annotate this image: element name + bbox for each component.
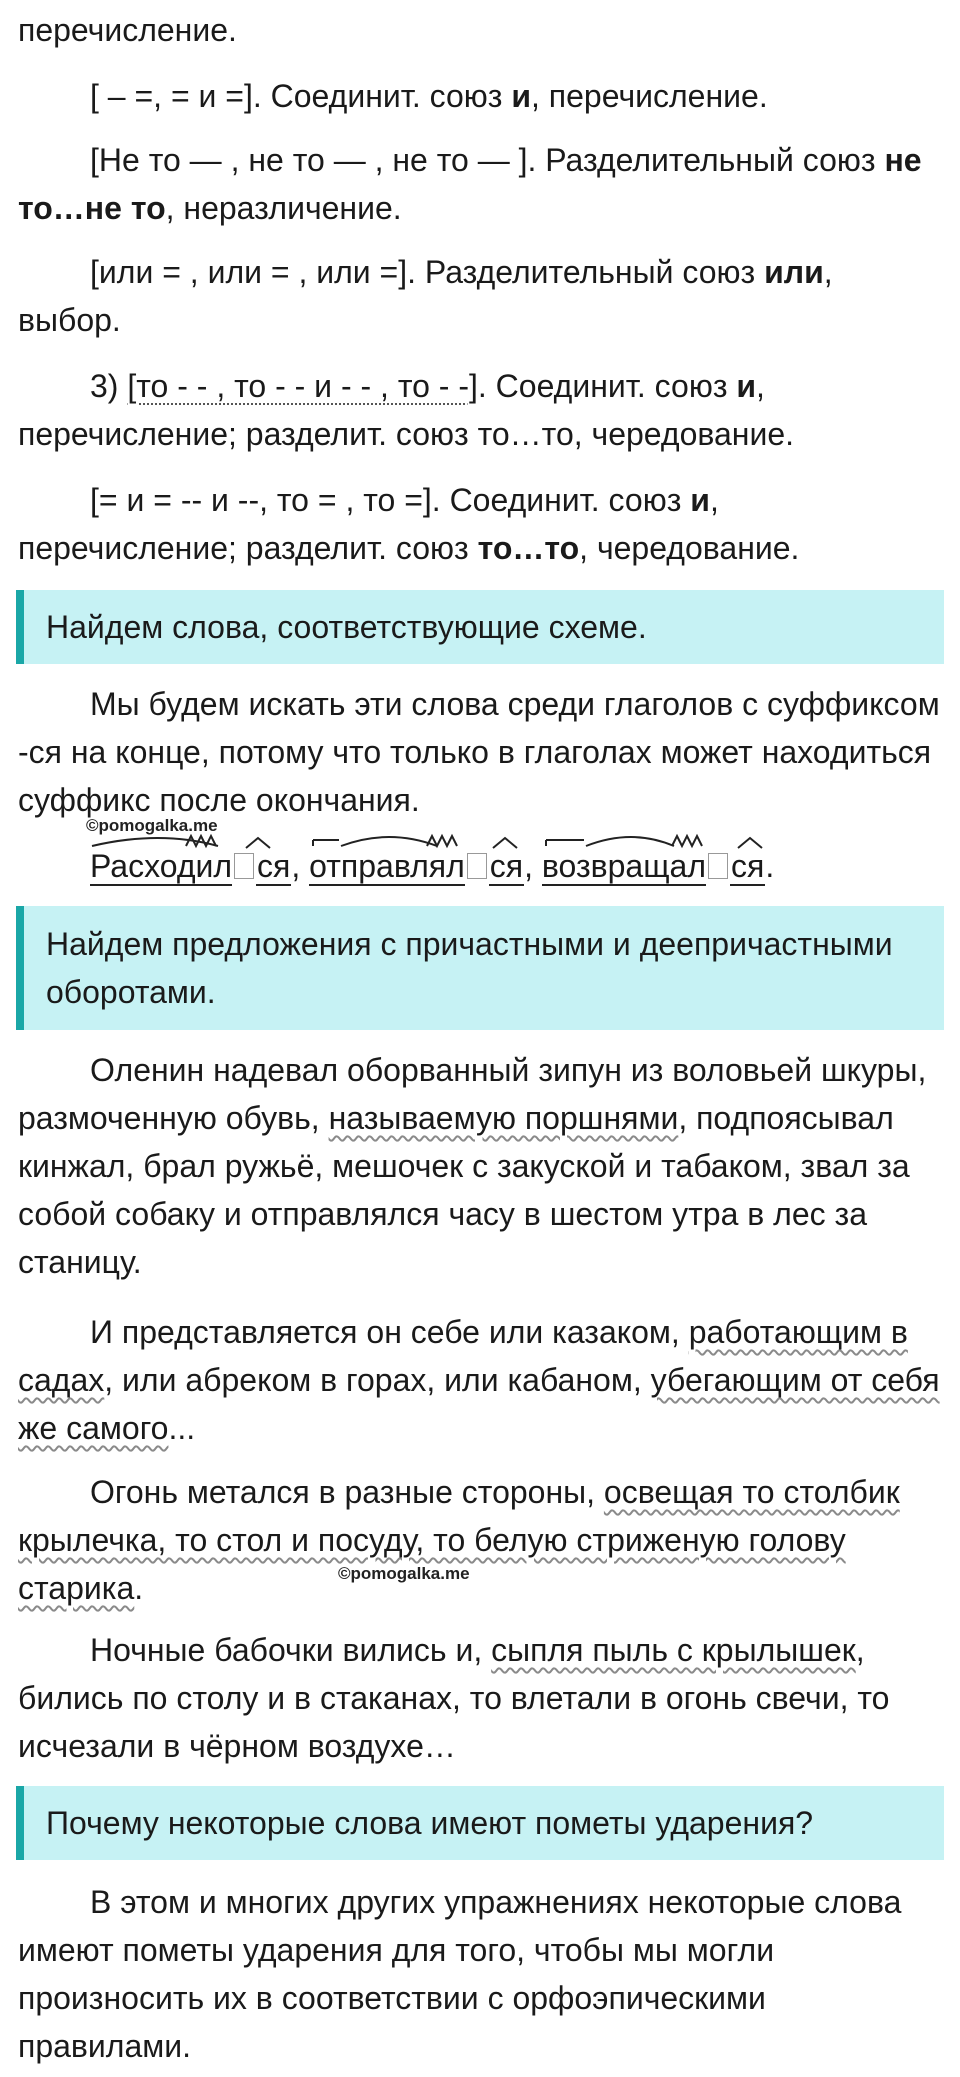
section-banner: Найдем предложения с причастными и деепричастными оборотами. — [16, 906, 944, 1030]
paragraph: Оленин надевал оборванный зипун из воловьей шкуры, размоченную обувь, называемую поршнями, подпоясывал кинжал, брал ружьё, мешочек с закуской и табаком, звал за собой собаку и отправлялся часу в шестом утра в лес за станицу. — [18, 1052, 927, 1280]
word-vozvrashchalsya: возвращал ся — [542, 842, 765, 890]
morpheme-marks — [542, 832, 772, 872]
text-line: перечисление. — [18, 12, 237, 48]
paragraph: Мы будем искать эти слова среди глаголов с суффиксом -ся на конце, потому что только в глаголах может находиться суффикс после окончания. — [18, 686, 940, 818]
word-otpravlyalsya: отправлял ся — [309, 842, 524, 890]
word-rashodilsya: Расходил ся — [90, 842, 291, 890]
paragraph: В этом и многих других упражнениях некоторые слова имеют пометы ударения для того, чтобы мы могли произносить их в соответствии с орфоэпическими правилами. — [18, 1884, 902, 2064]
morphemic-analysis: Расходил ся , отправлял ся , возвращал ся . — [90, 842, 774, 890]
scheme-line-2: [Не то — , не то — , не то — ]. Разделительный союз не то…не то, неразличение. — [18, 142, 922, 226]
section-banner: Найдем слова, соответствующие схеме. — [16, 590, 944, 664]
scheme-line-4: 3) [то - - , то - - и - - , то - -]. Соединит. союз и, перечисление; разделит. союз то…то, чередование. — [18, 368, 795, 452]
scheme-line-1: [ – =, = и =]. Соединит. союз и, перечисление. — [90, 78, 768, 114]
paragraph: И представляется он себе или казаком, работающим в садах, или абреком в горах, или кабаном, убегающим от себя же самого... — [18, 1314, 940, 1446]
watermark: ©pomogalka.me — [86, 816, 218, 835]
section-banner: Почему некоторые слова имеют пометы ударения? — [16, 1786, 944, 1860]
scheme-line-5: [= и = -- и --, то = , то =]. Соединит. союз и, перечисление; разделит. союз то…то, чередование. — [18, 482, 800, 566]
morpheme-marks — [90, 832, 280, 872]
watermark: ©pomogalka.me — [338, 1564, 470, 1583]
paragraph: Огонь метался в разные стороны, освещая то столбик крылечка, то стол и посуду, то белую стриженую голову старика. — [18, 1474, 900, 1606]
scheme-line-3: [или = , или = , или =]. Разделительный союз или, выбор. — [18, 254, 833, 338]
morpheme-marks — [309, 832, 529, 872]
paragraph: Ночные бабочки вились и, сыпля пыль с крылышек, бились по столу и в стаканах, то влетали в огонь свечи, то исчезали в чёрном воздухе… — [18, 1632, 890, 1764]
